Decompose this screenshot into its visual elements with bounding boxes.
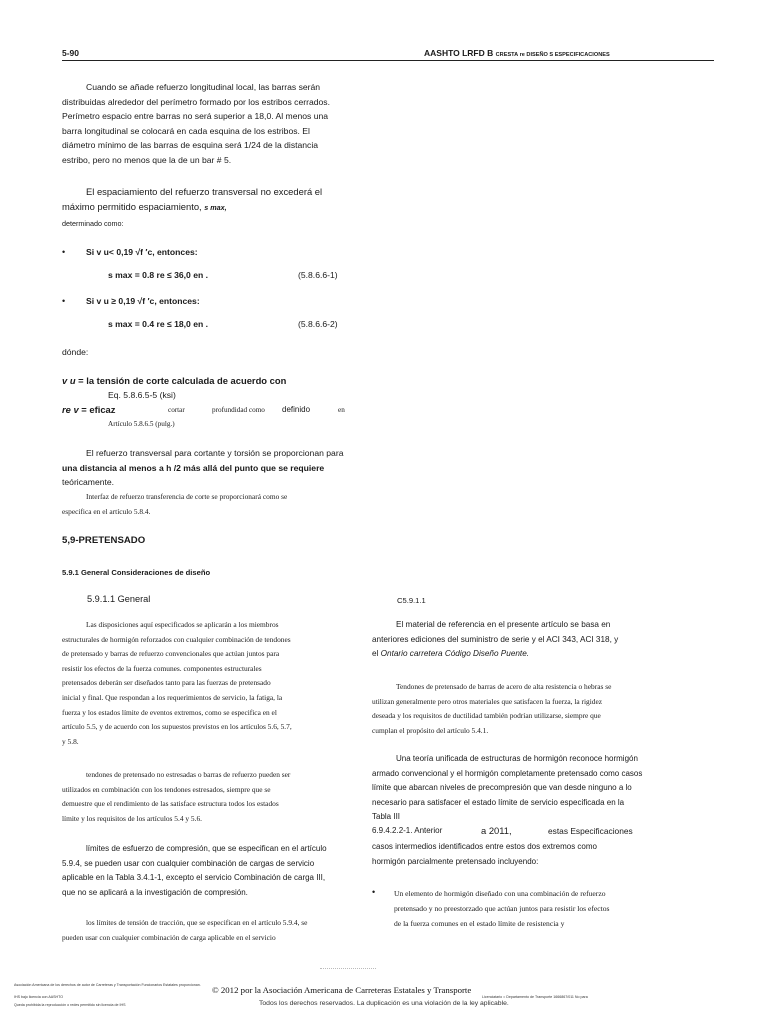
text-line: Las disposiciones aquí especificados se aplicarán a los miembros: [86, 620, 279, 629]
intro-paragraph: [62, 80, 330, 168]
text-line: [62, 200, 322, 216]
header-rule: [62, 60, 714, 61]
text-line: El espaciamiento del refuerzo transversal no excederá el: [86, 186, 323, 197]
ontario-code-reference: Ontario carretera Código Diseño Puente.: [380, 649, 530, 659]
text-line: pretensados deberán ser diseñados tanto para las fuerzas de pretensado: [62, 678, 271, 688]
text-line: que no se aplicará a la investigación de compresión.: [62, 887, 248, 897]
text-line: artículo 5.5, y de acuerdo con los supuestos previstos en los artículos 5.6, 5.7,: [62, 722, 292, 732]
running-title-main: AASHTO LRFD B: [424, 48, 494, 58]
text-line: y 5.8.: [62, 736, 79, 746]
text-line: utilizan generalmente pero otros materiales que satisfacen la fuerza, la rigidez: [372, 696, 603, 706]
text-line: estribo, pero no menos que la de un bar # 5.: [62, 154, 232, 165]
transverse-paragraph: [62, 446, 343, 490]
interface-paragraph: [62, 490, 287, 519]
condition-2: Si v u ≥ 0,19 √f ′c, entonces:: [86, 296, 200, 306]
footer-licensee: Licenciatario = Departamento de Transporte 1666867/011 No para: [482, 995, 588, 999]
dv-definition: [62, 404, 115, 415]
text-line: armado convencional y el hormigón completamente pretensado como casos: [372, 768, 643, 778]
p3-row-right: estas Especificaciones: [548, 826, 633, 836]
p3-row-mid: a 2011,: [481, 825, 512, 836]
section-subtitle: 5.9.1 General Consideraciones de diseño: [62, 568, 211, 577]
text-line: los límites de tensión de tracción, que se especifican en el artículo 5.9.4, se: [86, 918, 308, 927]
left-column-p1: [62, 618, 292, 749]
text-span: el: [372, 649, 379, 659]
text-line: demuestre que el rendimiento de las satisface estructura todos los estados: [62, 799, 279, 809]
bullet-mark: •: [372, 887, 376, 897]
text-line: límite y los requisitos de los artículos 5.4 y 5.6.: [62, 813, 202, 823]
text-line: pretensado y no preestorzado que actúan juntos para resistir los efectos: [394, 904, 610, 913]
text-line: Perímetro espacio entre barras no será superior a 18,0. Al menos una: [62, 111, 329, 122]
dv-word: cortar: [168, 406, 185, 414]
text-line: casos intermedios identificados entre estos dos extremos como: [372, 842, 597, 851]
vu-term: v u: [62, 375, 76, 386]
running-title-small: CRESTA re DISEÑO S ESPECIFICACIONES: [495, 52, 610, 58]
right-column-bullet-text: [394, 886, 610, 931]
where-label: dónde:: [62, 347, 89, 357]
vu-reference: Eq. 5.8.6.5-5 (ksi): [108, 390, 176, 400]
text-line: hormigón parcialmente pretensado incluyendo:: [372, 856, 539, 866]
dv-text: = eficaz: [81, 404, 116, 415]
left-column-p4: [62, 916, 307, 945]
footer-left-line: Asociación Americana de los derechos de autor de Carreteras y Transportación Funcionarios Estatales proporcionan.: [14, 983, 201, 987]
text-line: resistir los efectos de la fuerza comunes. componentes estructurales: [62, 663, 262, 673]
spacing-text: máximo permitido espaciamiento,: [62, 200, 202, 212]
text-line: pueden usar con cualquier combinación de carga aplicable en el servicio: [62, 932, 276, 942]
text-line: distribuidas alrededor del perímetro formado por los estribos cerrados.: [62, 96, 330, 107]
p3-row-left: 6.9.4.2.2-1. Anterior: [372, 826, 443, 835]
text-line: barra longitudinal se colocará en cada esquina de los estribos. El: [62, 125, 310, 136]
commentary-heading: C5.9.1.1: [397, 596, 426, 605]
text-line: necesario para satisfacer el estado límite de servicio especificada en la: [372, 797, 625, 807]
text-line: límites de esfuerzo de compresión, que se especifican en el artículo: [86, 844, 327, 853]
page-number: 5-90: [62, 48, 80, 58]
dv-word: definido: [282, 405, 311, 414]
text-line: 5.9.4, se pueden usar con cualquier combinación de cargas de servicio: [62, 858, 315, 868]
spacing-paragraph: [62, 185, 322, 215]
footer-rights: Todos los derechos reservados. La duplicación es una violación de la ley aplicable.: [259, 1000, 509, 1007]
text-line: Cuando se añade refuerzo longitudinal local, las barras serán: [86, 82, 321, 92]
text-line: Tabla III: [372, 812, 401, 822]
dv-word: en: [338, 406, 345, 414]
vu-definition: [62, 375, 286, 386]
equation-number-1: (5.8.6.6-1): [298, 270, 338, 280]
text-line: especifica en el artículo 5.8.4.: [62, 506, 151, 516]
bullet-mark: •: [62, 247, 66, 257]
footer-left-line: IHS bajo licencia con AASHTO: [14, 995, 64, 999]
text-line: una distancia al menos a h /2 más allá del punto que se requiere: [62, 462, 325, 473]
left-column-p3: [62, 842, 327, 900]
bullet-mark: •: [62, 296, 66, 306]
left-subsection-heading: 5.9.1.1 General: [87, 594, 151, 604]
section-title: 5,9-PRETENSADO: [62, 535, 146, 546]
text-line: Un elemento de hormigón diseñado con una combinación de refuerzo: [394, 889, 606, 898]
text-line: tendones de pretensado no estresadas o barras de refuerzo pueden ser: [86, 770, 291, 779]
text-line: El refuerzo transversal para cortante y torsión se proporcionan para: [86, 448, 344, 458]
text-line: límite que abarcan niveles de precompresión que van desde ninguno a lo: [372, 783, 632, 793]
condition-1: Si v u< 0,19 √f ′c, entonces:: [86, 247, 198, 257]
smax-symbol: s max,: [204, 202, 227, 212]
footer-left-line: Queda prohibida la reproducción o redes permitido sin licencia de IHS: [14, 1003, 126, 1007]
dv-term: re v: [62, 404, 79, 415]
running-title: [424, 48, 610, 58]
text-line: Tendones de pretensado de barras de acero de alta resistencia o hebras se: [396, 682, 612, 691]
equation-1: s max = 0.8 re ≤ 36,0 en .: [108, 270, 209, 280]
footer-dots: [320, 968, 376, 971]
text-line: fuerza y los estados límite de eventos extremos, como se especifica en el: [62, 707, 277, 717]
text-line: aplicable en la Tabla 3.4.1-1, excepto el servicio Combinación de carga III,: [62, 873, 326, 883]
left-column-p2: [62, 768, 290, 826]
right-column-p3: [372, 752, 642, 825]
text-line: deseada y los requisitos de ductilidad también podrían utilizarse, siempre que: [372, 711, 601, 721]
text-line: de pretensado y barras de refuerzo convencionales que actúan juntos para: [62, 649, 280, 659]
text-line: estructurales de hormigón reforzados con cualquier combinación de tendones: [62, 634, 291, 644]
text-line: cumplan el propósito del artículo 5.4.1.: [372, 725, 489, 735]
dv-word: profundidad como: [212, 406, 265, 414]
text-line: Una teoría unificada de estructuras de hormigón reconoce hormigón: [396, 754, 638, 763]
determined-as: determinado como:: [62, 219, 124, 228]
text-line: utilizados en combinación con los tendones estresados, siempre que se: [62, 784, 271, 794]
text-line: [372, 647, 618, 662]
text-line: diámetro mínimo de las barras de esquina será 1/24 de la distancia: [62, 140, 319, 151]
equation-number-2: (5.8.6.6-2): [298, 319, 338, 329]
text-line: de la fuerza comunes en el estado límite de resistencia y: [394, 919, 565, 928]
right-column-p1: [372, 618, 618, 662]
vu-text: = la tensión de corte calculada de acuerdo con: [78, 375, 287, 386]
text-line: Interfaz de refuerzo transferencia de corte se proporcionará como se: [86, 492, 288, 501]
dv-reference: Artículo 5.8.6.5 (pulg.): [108, 420, 175, 428]
text-line: teóricamente.: [62, 477, 115, 488]
right-column-p2: [372, 680, 611, 738]
right-column-p3-end: [372, 840, 597, 869]
text-line: anteriores ediciones del suministro de serie y el ACI 343, ACI 318, y: [372, 634, 619, 644]
text-line: El material de referencia en el presente artículo se basa en: [396, 620, 611, 629]
text-line: inicial y final. Que respondan a los requerimientos de servicio, la fatiga, la: [62, 692, 283, 702]
footer-copyright: © 2012 por la Asociación Americana de Carreteras Estatales y Transporte: [212, 985, 472, 995]
equation-2: s max = 0.4 re ≤ 18,0 en .: [108, 319, 209, 329]
